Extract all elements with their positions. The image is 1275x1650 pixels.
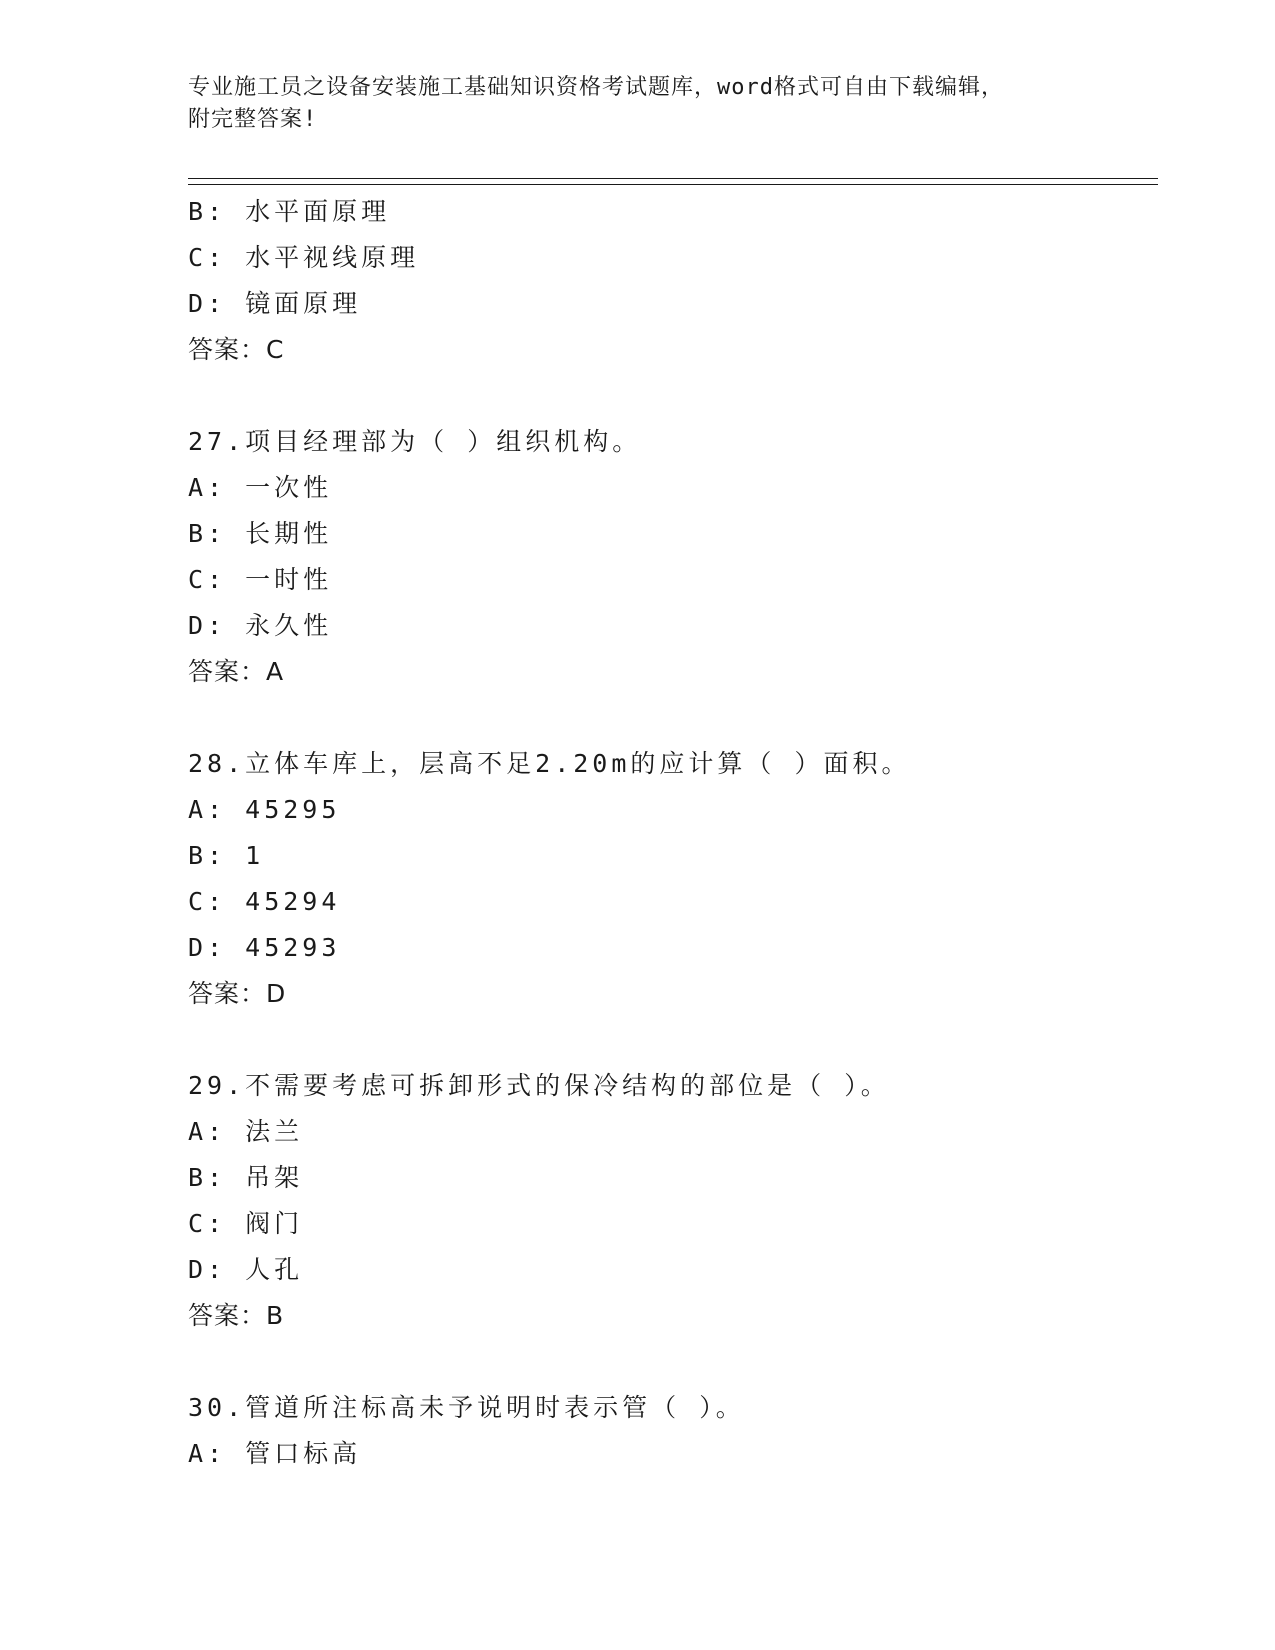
header-divider (188, 178, 1158, 185)
question-block-30 (188, 1385, 1158, 1477)
option-d: D: 人孔 (188, 1255, 304, 1284)
option-c: C: 阀门 (188, 1209, 304, 1238)
answer-line: 答案：C (188, 335, 285, 364)
question-text: 30.管道所注标高未予说明时表示管（ ）。 (188, 1393, 745, 1422)
header-line-2: 附完整答案! (188, 107, 318, 132)
question-text: 27.项目经理部为（ ）组织机构。 (188, 427, 642, 456)
question-block-28 (188, 741, 1158, 1017)
question-block-29 (188, 1063, 1158, 1339)
option-c: C: 45294 (188, 887, 341, 916)
option-b: B: 1 (188, 841, 265, 870)
option-d: D: 永久性 (188, 611, 333, 640)
option-b: B: 长期性 (188, 519, 333, 548)
option-a: A: 法兰 (188, 1117, 304, 1146)
answer-line: 答案：D (188, 979, 287, 1008)
option-b: B: 吊架 (188, 1163, 304, 1192)
option-c: C: 一时性 (188, 565, 333, 594)
option-a: A: 45295 (188, 795, 341, 824)
question-text: 28.立体车库上，层高不足2.20m的应计算（ ）面积。 (188, 749, 911, 778)
option-c: C: 水平视线原理 (188, 243, 420, 272)
document-body (188, 189, 1158, 1477)
header-line-1: 专业施工员之设备安装施工基础知识资格考试题库，word格式可自由下载编辑， (188, 75, 1004, 100)
answer-line: 答案：A (188, 657, 285, 686)
option-d: D: 45293 (188, 933, 341, 962)
option-a: A: 一次性 (188, 473, 333, 502)
page-header (188, 72, 1068, 136)
question-text: 29.不需要考虑可拆卸形式的保冷结构的部位是（ ）。 (188, 1071, 890, 1100)
option-a: A: 管口标高 (188, 1439, 362, 1468)
option-d: D: 镜面原理 (188, 289, 362, 318)
option-b: B: 水平面原理 (188, 197, 391, 226)
question-block-26 (188, 189, 1158, 373)
answer-line: 答案：B (188, 1301, 285, 1330)
question-block-27 (188, 419, 1158, 695)
